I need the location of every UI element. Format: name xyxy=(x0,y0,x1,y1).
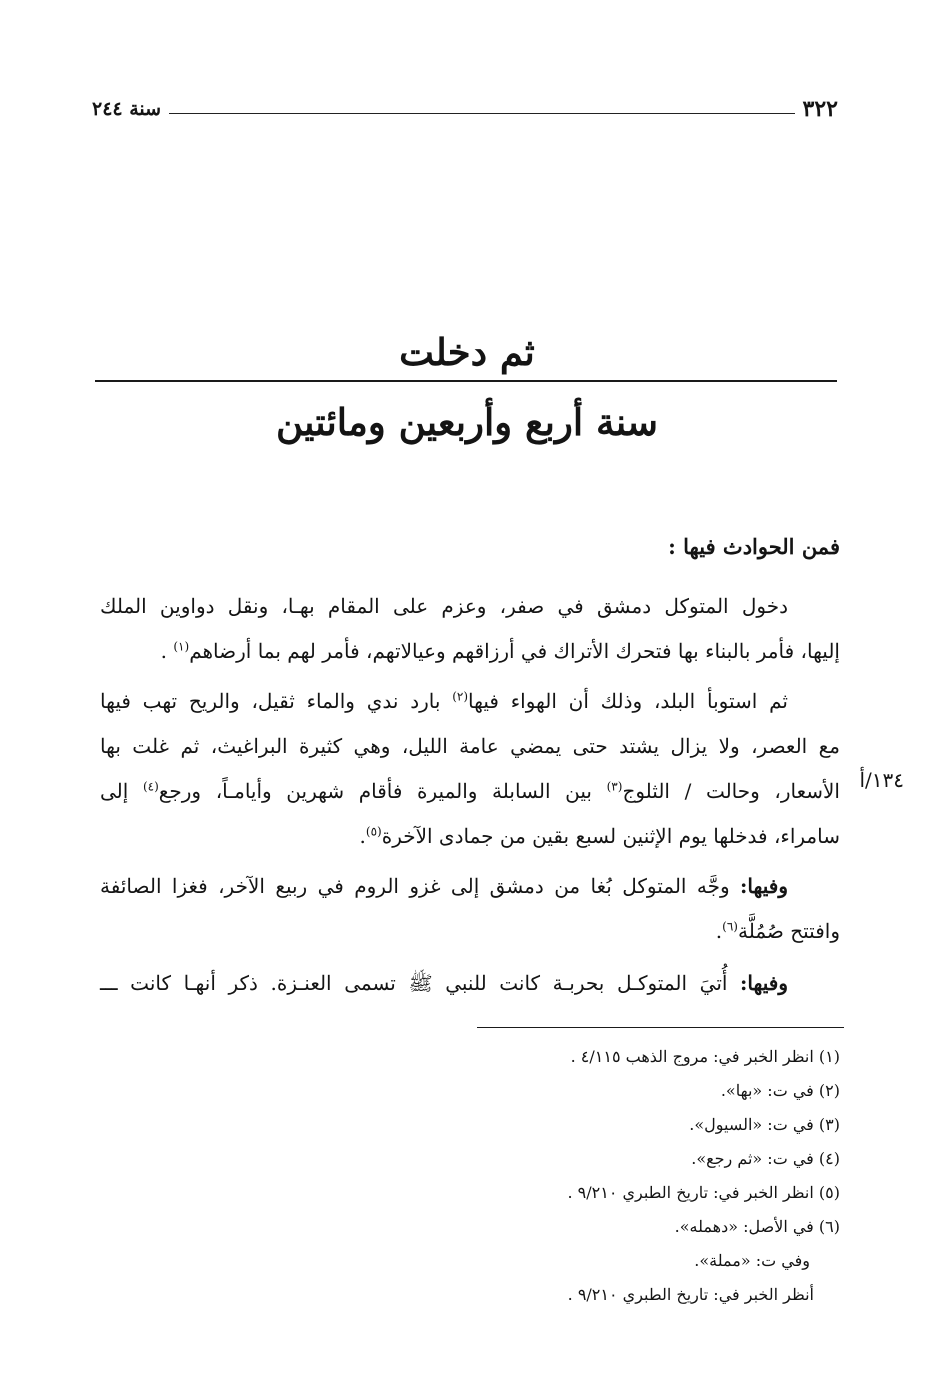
paragraph-line xyxy=(100,724,840,769)
line-text: الأسعار، وحالت / الثلوج xyxy=(622,779,840,803)
page-number: ٣٢٢ xyxy=(802,96,838,122)
footnote: أنظر الخبر في: تاريخ الطبري ٩/٢١٠ . xyxy=(567,1285,814,1304)
footnote: (٣) في ت: «السيول». xyxy=(689,1115,840,1134)
paragraph-line xyxy=(100,584,840,629)
footnote-ref: (٥) xyxy=(365,824,382,839)
footnote-ref: (٦) xyxy=(722,919,738,934)
footnote-rule xyxy=(477,1027,844,1028)
paragraph-line xyxy=(100,961,840,1006)
header-rule xyxy=(169,113,794,114)
paragraph-line xyxy=(100,769,840,814)
paragraph-1 xyxy=(100,584,840,674)
footnote: (٦) في الأصل: «دهمله». xyxy=(674,1217,840,1236)
paragraph-lead: وفيها: xyxy=(740,874,788,898)
line-text: إليها، فأمر بالبناء بها فتحرك الأتراك في أرزاقهم وعيالاتهم، فأمر لهم بما أرضاهم xyxy=(189,639,840,663)
line-text: ثم استوبأ البلد، وذلك أن الهواء فيها xyxy=(468,689,789,713)
paragraph-line xyxy=(100,679,840,724)
paragraph-4 xyxy=(100,961,840,1006)
line-text: إلى xyxy=(100,779,143,803)
footnote-ref: (٤) xyxy=(142,779,159,794)
footnotes xyxy=(100,1040,840,1312)
footnote: (٥) انظر الخبر في: تاريخ الطبري ٩/٢١٠ . xyxy=(567,1183,840,1202)
line-text: مع العصر، ولا يزال يشتد حتى يمضي عامة الليل، وهي كثيرة البراغيث، ثم غلت بها xyxy=(100,734,840,758)
footnote-ref: (٢) xyxy=(452,689,469,704)
title-rule xyxy=(95,380,837,382)
paragraph-line xyxy=(100,864,840,909)
section-heading: فمن الحوادث فيها : xyxy=(668,534,840,559)
paragraph-2 xyxy=(100,679,840,859)
line-text: سامراء، فدخلها يوم الإثنين لسبع بقين من جمادى الآخرة xyxy=(381,824,840,848)
line-text: وجَّه المتوكل بُغا من دمشق إلى غزو الروم في ربيع الآخر، فغزا الصائفة xyxy=(100,874,741,898)
chapter-title-line1: ثم دخلت xyxy=(399,330,535,374)
margin-folio-note: ١٣٤/أ xyxy=(859,768,904,792)
paragraph-line xyxy=(100,814,840,859)
line-text: بارد ندي والماء ثقيل، والريح تهب فيها xyxy=(100,689,453,713)
chapter-title-line2: سنة أربع وأربعين ومائتين xyxy=(275,400,659,444)
line-text: أُتيَ المتوكـل بحربـة كانت للنبي ﷺ تسمى العنـزة. ذكر أنهـا كانت ـــ xyxy=(100,971,741,995)
line-text: . xyxy=(715,919,723,943)
line-text: . xyxy=(160,639,174,663)
footnote: (٤) في ت: «ثم رجع». xyxy=(691,1149,840,1168)
page-header xyxy=(92,94,838,124)
footnote-ref: (٣) xyxy=(606,779,623,794)
line-text: . xyxy=(359,824,366,848)
footnote-ref: (١) xyxy=(173,639,190,654)
running-head: سنة ٢٤٤ xyxy=(92,98,162,120)
line-text: دخول المتوكل دمشق في صفر، وعزم على المقام بهـا، ونقل دواوين الملك xyxy=(100,594,788,618)
paragraph-3 xyxy=(100,864,840,954)
paragraph-lead: وفيها: xyxy=(740,971,788,995)
footnote: (٢) في ت: «بها». xyxy=(720,1081,840,1100)
line-text: بين السابلة والميرة فأقام شهرين وأيامـاً، ورجع xyxy=(158,779,607,803)
footnote: (١) انظر الخبر في: مروج الذهب ٤/١١٥ . xyxy=(570,1047,840,1066)
paragraph-line xyxy=(100,629,840,674)
footnote: وفي ت: «مملة». xyxy=(694,1251,810,1270)
paragraph-line xyxy=(100,909,840,954)
line-text: وافتتح صُمُلَّة xyxy=(737,919,840,943)
